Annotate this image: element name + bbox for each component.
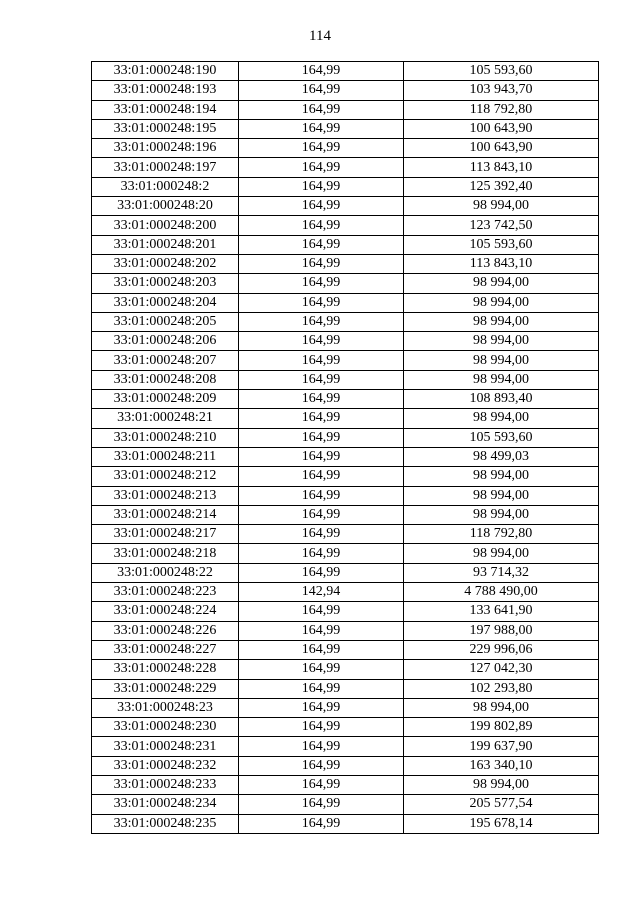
table-row (92, 486, 599, 505)
cadastral-number-cell: 33:01:000248:204 (92, 293, 239, 312)
table-row (92, 679, 599, 698)
table-row (92, 698, 599, 717)
table-row (92, 621, 599, 640)
rate-cell: 164,99 (239, 62, 404, 81)
rate-cell: 164,99 (239, 100, 404, 119)
table-row (92, 447, 599, 466)
cadastral-number-cell: 33:01:000248:228 (92, 660, 239, 679)
rate-cell: 164,99 (239, 621, 404, 640)
cadastral-number-cell: 33:01:000248:223 (92, 583, 239, 602)
cadastral-number-cell: 33:01:000248:218 (92, 544, 239, 563)
rate-cell: 164,99 (239, 640, 404, 659)
cadastral-value-cell: 118 792,80 (404, 100, 599, 119)
cadastral-value-cell: 199 802,89 (404, 718, 599, 737)
cadastral-value-cell: 98 994,00 (404, 351, 599, 370)
cadastral-value-cell: 195 678,14 (404, 814, 599, 833)
table-row (92, 254, 599, 273)
table-row (92, 332, 599, 351)
table-row (92, 737, 599, 756)
cadastral-number-cell: 33:01:000248:22 (92, 563, 239, 582)
cadastral-number-cell: 33:01:000248:197 (92, 158, 239, 177)
cadastral-number-cell: 33:01:000248:231 (92, 737, 239, 756)
rate-cell: 164,99 (239, 737, 404, 756)
cadastral-value-cell: 102 293,80 (404, 679, 599, 698)
cadastral-number-cell: 33:01:000248:193 (92, 81, 239, 100)
table-row (92, 390, 599, 409)
cadastral-value-cell: 197 988,00 (404, 621, 599, 640)
rate-cell: 164,99 (239, 660, 404, 679)
rate-cell: 142,94 (239, 583, 404, 602)
table-row (92, 775, 599, 794)
table-row (92, 583, 599, 602)
rate-cell: 164,99 (239, 254, 404, 273)
cadastral-value-cell: 125 392,40 (404, 177, 599, 196)
cadastral-value-cell: 98 994,00 (404, 312, 599, 331)
cadastral-number-cell: 33:01:000248:232 (92, 756, 239, 775)
cadastral-number-cell: 33:01:000248:203 (92, 274, 239, 293)
cadastral-number-cell: 33:01:000248:224 (92, 602, 239, 621)
cadastral-number-cell: 33:01:000248:195 (92, 119, 239, 138)
cadastral-number-cell: 33:01:000248:213 (92, 486, 239, 505)
cadastral-value-cell: 199 637,90 (404, 737, 599, 756)
cadastral-value-cell: 98 994,00 (404, 505, 599, 524)
rate-cell: 164,99 (239, 505, 404, 524)
table-row (92, 409, 599, 428)
table-row (92, 525, 599, 544)
rate-cell: 164,99 (239, 525, 404, 544)
table-row (92, 351, 599, 370)
cadastral-number-cell: 33:01:000248:217 (92, 525, 239, 544)
rate-cell: 164,99 (239, 409, 404, 428)
cadastral-number-cell: 33:01:000248:214 (92, 505, 239, 524)
table-row (92, 428, 599, 447)
rate-cell: 164,99 (239, 795, 404, 814)
table-row (92, 602, 599, 621)
cadastral-value-cell: 105 593,60 (404, 235, 599, 254)
table-row (92, 274, 599, 293)
cadastral-value-cell: 98 994,00 (404, 467, 599, 486)
table-row (92, 100, 599, 119)
table-row (92, 216, 599, 235)
cadastral-number-cell: 33:01:000248:23 (92, 698, 239, 717)
rate-cell: 164,99 (239, 467, 404, 486)
cadastral-value-cell: 100 643,90 (404, 119, 599, 138)
table-row (92, 235, 599, 254)
rate-cell: 164,99 (239, 235, 404, 254)
cadastral-value-cell: 133 641,90 (404, 602, 599, 621)
cadastral-value-cell: 127 042,30 (404, 660, 599, 679)
cadastral-value-cell: 108 893,40 (404, 390, 599, 409)
table-row (92, 370, 599, 389)
cadastral-number-cell: 33:01:000248:212 (92, 467, 239, 486)
cadastral-number-cell: 33:01:000248:207 (92, 351, 239, 370)
cadastral-value-table (91, 61, 599, 834)
rate-cell: 164,99 (239, 177, 404, 196)
table-row (92, 139, 599, 158)
cadastral-number-cell: 33:01:000248:233 (92, 775, 239, 794)
cadastral-value-cell: 98 499,03 (404, 447, 599, 466)
page-number: 114 (309, 28, 331, 44)
cadastral-value-cell: 98 994,00 (404, 775, 599, 794)
table-row (92, 467, 599, 486)
table-body (92, 62, 599, 834)
cadastral-number-cell: 33:01:000248:227 (92, 640, 239, 659)
cadastral-number-cell: 33:01:000248:209 (92, 390, 239, 409)
cadastral-number-cell: 33:01:000248:205 (92, 312, 239, 331)
table-row (92, 756, 599, 775)
cadastral-value-cell: 98 994,00 (404, 698, 599, 717)
rate-cell: 164,99 (239, 447, 404, 466)
rate-cell: 164,99 (239, 544, 404, 563)
rate-cell: 164,99 (239, 197, 404, 216)
cadastral-number-cell: 33:01:000248:230 (92, 718, 239, 737)
rate-cell: 164,99 (239, 312, 404, 331)
cadastral-value-cell: 98 994,00 (404, 486, 599, 505)
table-row (92, 312, 599, 331)
cadastral-value-cell: 98 994,00 (404, 274, 599, 293)
cadastral-number-cell: 33:01:000248:208 (92, 370, 239, 389)
rate-cell: 164,99 (239, 119, 404, 138)
rate-cell: 164,99 (239, 486, 404, 505)
cadastral-value-cell: 98 994,00 (404, 370, 599, 389)
rate-cell: 164,99 (239, 332, 404, 351)
table-row (92, 158, 599, 177)
table-row (92, 197, 599, 216)
cadastral-number-cell: 33:01:000248:196 (92, 139, 239, 158)
table-row (92, 640, 599, 659)
cadastral-number-cell: 33:01:000248:21 (92, 409, 239, 428)
rate-cell: 164,99 (239, 158, 404, 177)
rate-cell: 164,99 (239, 370, 404, 389)
cadastral-number-cell: 33:01:000248:226 (92, 621, 239, 640)
cadastral-value-cell: 98 994,00 (404, 293, 599, 312)
rate-cell: 164,99 (239, 139, 404, 158)
cadastral-number-cell: 33:01:000248:229 (92, 679, 239, 698)
table-row (92, 119, 599, 138)
cadastral-value-cell: 113 843,10 (404, 158, 599, 177)
cadastral-number-cell: 33:01:000248:190 (92, 62, 239, 81)
cadastral-value-cell: 123 742,50 (404, 216, 599, 235)
cadastral-value-cell: 98 994,00 (404, 332, 599, 351)
table-row (92, 505, 599, 524)
rate-cell: 164,99 (239, 698, 404, 717)
cadastral-number-cell: 33:01:000248:201 (92, 235, 239, 254)
table-row (92, 795, 599, 814)
cadastral-value-cell: 98 994,00 (404, 197, 599, 216)
table-row (92, 563, 599, 582)
rate-cell: 164,99 (239, 216, 404, 235)
cadastral-value-cell: 163 340,10 (404, 756, 599, 775)
cadastral-value-cell: 93 714,32 (404, 563, 599, 582)
cadastral-number-cell: 33:01:000248:235 (92, 814, 239, 833)
rate-cell: 164,99 (239, 679, 404, 698)
rate-cell: 164,99 (239, 756, 404, 775)
table-row (92, 177, 599, 196)
rate-cell: 164,99 (239, 274, 404, 293)
cadastral-value-cell: 98 994,00 (404, 544, 599, 563)
cadastral-value-cell: 105 593,60 (404, 428, 599, 447)
table-row (92, 544, 599, 563)
rate-cell: 164,99 (239, 390, 404, 409)
table-row (92, 81, 599, 100)
cadastral-number-cell: 33:01:000248:234 (92, 795, 239, 814)
cadastral-number-cell: 33:01:000248:194 (92, 100, 239, 119)
cadastral-number-cell: 33:01:000248:202 (92, 254, 239, 273)
cadastral-number-cell: 33:01:000248:206 (92, 332, 239, 351)
cadastral-number-cell: 33:01:000248:2 (92, 177, 239, 196)
cadastral-value-cell: 229 996,06 (404, 640, 599, 659)
table-row (92, 62, 599, 81)
rate-cell: 164,99 (239, 81, 404, 100)
cadastral-value-cell: 98 994,00 (404, 409, 599, 428)
cadastral-value-cell: 4 788 490,00 (404, 583, 599, 602)
rate-cell: 164,99 (239, 293, 404, 312)
table-row (92, 718, 599, 737)
cadastral-value-cell: 205 577,54 (404, 795, 599, 814)
table-row (92, 293, 599, 312)
table-row (92, 814, 599, 833)
rate-cell: 164,99 (239, 775, 404, 794)
cadastral-value-cell: 118 792,80 (404, 525, 599, 544)
cadastral-number-cell: 33:01:000248:200 (92, 216, 239, 235)
cadastral-value-cell: 100 643,90 (404, 139, 599, 158)
cadastral-number-cell: 33:01:000248:20 (92, 197, 239, 216)
rate-cell: 164,99 (239, 718, 404, 737)
cadastral-value-cell: 103 943,70 (404, 81, 599, 100)
cadastral-value-cell: 113 843,10 (404, 254, 599, 273)
rate-cell: 164,99 (239, 351, 404, 370)
cadastral-number-cell: 33:01:000248:210 (92, 428, 239, 447)
table-row (92, 660, 599, 679)
cadastral-value-cell: 105 593,60 (404, 62, 599, 81)
rate-cell: 164,99 (239, 602, 404, 621)
rate-cell: 164,99 (239, 428, 404, 447)
cadastral-number-cell: 33:01:000248:211 (92, 447, 239, 466)
rate-cell: 164,99 (239, 814, 404, 833)
rate-cell: 164,99 (239, 563, 404, 582)
